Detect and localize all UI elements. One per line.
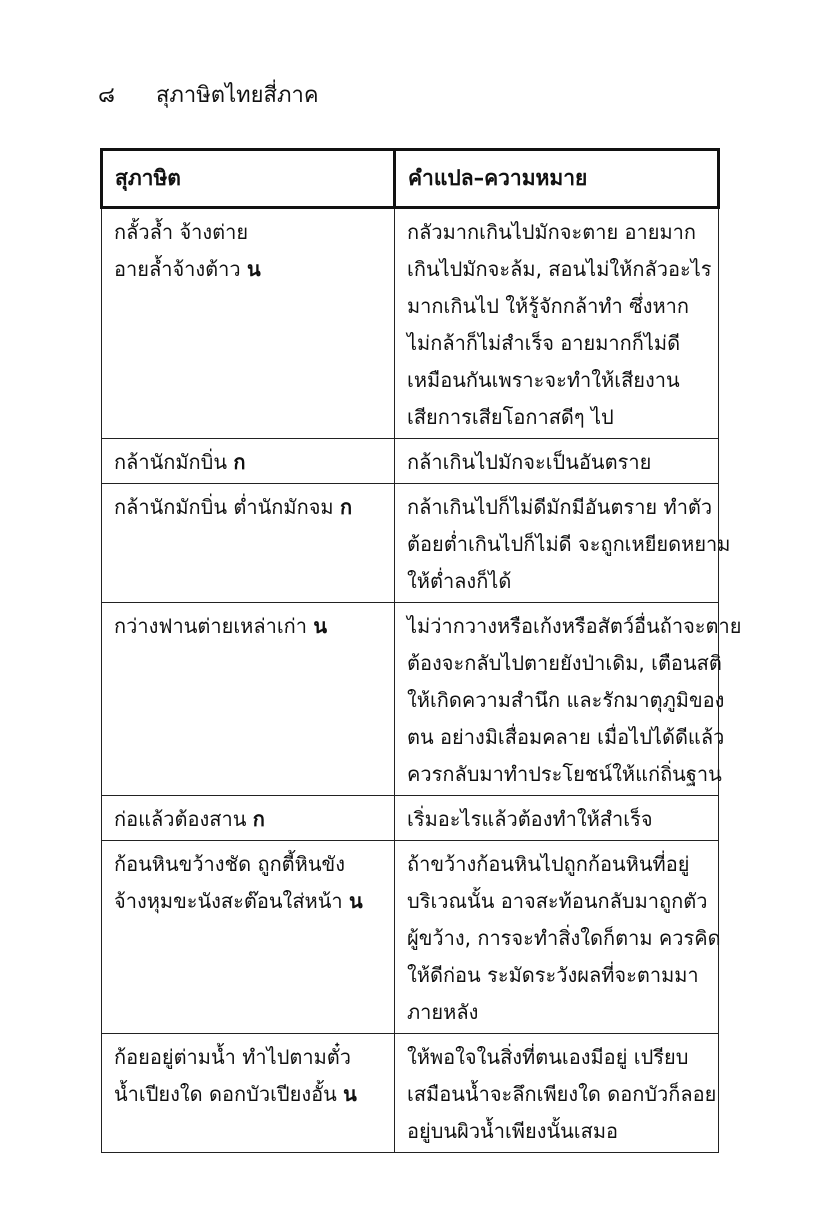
table-row	[102, 841, 719, 1034]
proverb-text: กล้านักมักบิ่น ต่ำนักมักจม	[114, 495, 334, 519]
meaning-cell	[395, 484, 731, 603]
meaning-line: ให้ต่ำลงก็ได้	[407, 569, 512, 593]
page-header	[98, 74, 319, 114]
proverb-text: ก้อยอยู่ต่ามน้ำ ทำไปตามตั๋ว	[114, 1045, 352, 1069]
book-title: สุภาษิตไทยสี่ภาค	[156, 82, 319, 108]
proverb-text: น้ำเปียงใด ดอกบัวเปียงอั้น	[114, 1082, 337, 1106]
meaning-line: กล้าเกินไปมักจะเป็นอันตราย	[407, 450, 652, 474]
proverb-line	[114, 608, 384, 645]
proverb-text: กลั้วล้ำ จ้างต่าย	[114, 220, 249, 244]
meaning-line: ตน อย่างมิเสื่อมคลาย เมื่อไปได้ดีแล้ว	[407, 725, 725, 749]
meaning-line: บริเวณนั้น อาจสะท้อนกลับมาถูกตัว	[407, 889, 708, 913]
meaning-line: ต้อยต่ำเกินไปก็ไม่ดี จะถูกเหยียดหยาม	[407, 532, 731, 556]
proverb-cell	[102, 603, 395, 796]
meaning-line: เหมือนกันเพราะจะทำให้เสียงาน	[407, 368, 680, 392]
meaning-line: ภายหลัง	[407, 1000, 479, 1024]
meaning-cell	[395, 208, 719, 439]
proverb-line	[114, 251, 384, 288]
meaning-line: ผู้ขว้าง, การจะทำสิ่งใดก็ตาม ควรคิด	[407, 926, 721, 950]
table-row	[102, 1034, 719, 1153]
table-row	[102, 603, 719, 796]
column-header-meaning: คำแปล–ความหมาย	[395, 150, 719, 208]
meaning-line: กลัวมากเกินไปมักจะตาย อายมาก	[407, 220, 697, 244]
proverb-line	[114, 846, 384, 883]
proverb-text: กล้านักมักบิ่น	[114, 450, 228, 474]
proverb-cell	[102, 484, 395, 603]
meaning-cell	[395, 1034, 719, 1153]
source-marker: น	[348, 889, 363, 913]
proverb-text: จ้างหุมขะนังสะต๊อนใส่หน้า	[114, 889, 343, 913]
meaning-line: เสมือนน้ำจะลึกเพียงใด ดอกบัวก็ลอย	[407, 1082, 717, 1106]
source-marker: น	[313, 614, 328, 638]
meaning-cell	[395, 841, 719, 1034]
source-marker: ก	[339, 495, 353, 519]
proverb-line	[114, 883, 384, 920]
proverb-text: ก่อแล้วต้องสาน	[114, 807, 247, 831]
source-marker: ก	[252, 807, 265, 831]
table-row	[102, 484, 719, 603]
proverb-text: กว่างฟานต่ายเหล่าเก่า	[114, 614, 308, 638]
page-number: ๘	[98, 82, 115, 108]
table-row	[102, 208, 719, 439]
meaning-line: ต้องจะกลับไปตายยังป่าเดิม, เตือนสติ	[407, 651, 722, 675]
meaning-line: อยู่บนผิวน้ำเพียงนั้นเสมอ	[407, 1119, 619, 1143]
column-header-proverb: สุภาษิต	[102, 150, 395, 208]
source-marker: น	[246, 257, 261, 281]
table-body	[102, 208, 742, 1153]
meaning-line: กล้าเกินไปก็ไม่ดีมักมีอันตราย ทำตัว	[407, 495, 713, 519]
proverb-line	[114, 444, 384, 481]
meaning-line: มากเกินไป ให้รู้จักกล้าทำ ซึ่งหาก	[407, 294, 690, 318]
meaning-cell	[395, 796, 719, 841]
table-header-row	[102, 150, 719, 208]
table-row	[102, 796, 719, 841]
meaning-line: ไม่ว่ากวางหรือเก้งหรือสัตว์อื่นถ้าจะตาย	[407, 614, 742, 638]
meaning-line: ถ้าขว้างก้อนหินไปถูกก้อนหินที่อยู่	[407, 852, 690, 876]
proverb-line	[114, 1076, 384, 1113]
meaning-line: ให้เกิดความสำนึก และรักมาตุภูมิของ	[407, 688, 725, 712]
source-marker: ก	[233, 450, 246, 474]
proverb-cell	[102, 439, 395, 484]
proverb-text: อายล้ำจ้างต้าว	[114, 257, 241, 281]
proverb-text: ก้อนหินขว้างชัด ถูกตี้หินขัง	[114, 852, 345, 876]
proverb-cell	[102, 796, 395, 841]
meaning-line: เสียการเสียโอกาสดีๆ ไป	[407, 405, 614, 429]
proverb-line	[114, 214, 384, 251]
proverb-table	[100, 148, 742, 1153]
meaning-line: เกินไปมักจะล้ม, สอนไม่ให้กลัวอะไร	[407, 257, 712, 281]
proverb-cell	[102, 208, 395, 439]
proverb-cell	[102, 841, 395, 1034]
proverb-cell	[102, 1034, 395, 1153]
proverb-line	[114, 801, 384, 838]
meaning-cell	[395, 603, 742, 796]
table-row	[102, 439, 719, 484]
source-marker: น	[343, 1082, 357, 1106]
meaning-line: ควรกลับมาทำประโยชน์ให้แก่ถิ่นฐาน	[407, 762, 722, 786]
proverb-line	[114, 1039, 384, 1076]
meaning-line: ให้พอใจในสิ่งที่ตนเองมีอยู่ เปรียบ	[407, 1045, 689, 1069]
proverb-line	[114, 489, 384, 526]
meaning-line: เริ่มอะไรแล้วต้องทำให้สำเร็จ	[407, 807, 653, 831]
meaning-line: ไม่กล้าก็ไม่สำเร็จ อายมากก็ไม่ดี	[407, 331, 681, 355]
meaning-line: ให้ดีก่อน ระมัดระวังผลที่จะตามมา	[407, 963, 699, 987]
meaning-cell	[395, 439, 719, 484]
